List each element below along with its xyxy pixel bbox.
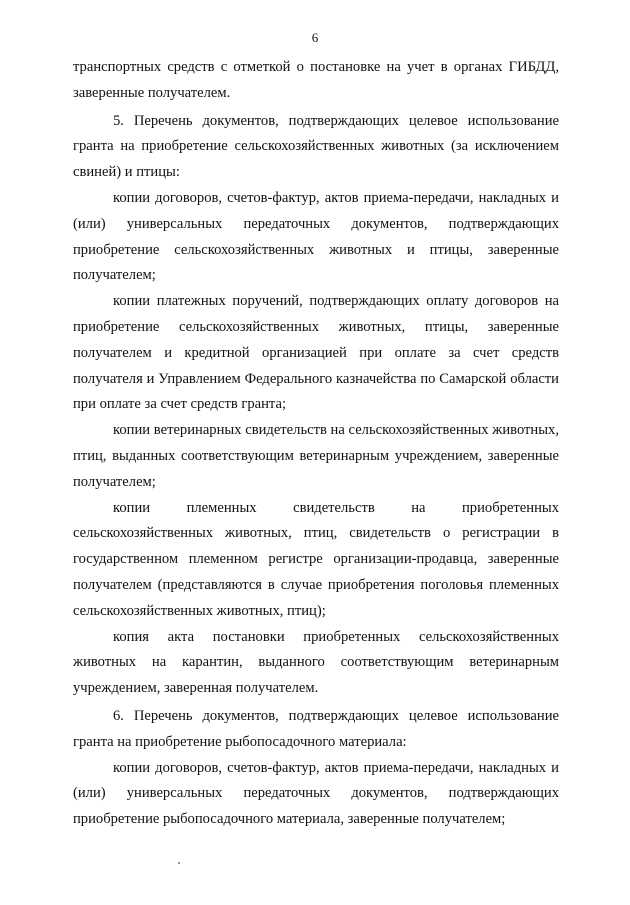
paragraph-contract-copies: копии договоров, счетов-фактур, актов приема-передачи, накладных и (или) универсальных передаточных документов, подтверждающих приобретение сельскохозяйственных животных и птицы, заверенные получателем; [73, 189, 559, 284]
paragraph-section-5-heading: 5. Перечень документов, подтверждающих целевое использование гранта на приобретение сельскохозяйственных животных (за исключением свиней) и птицы: [73, 112, 559, 181]
page-number: 6 [311, 30, 319, 45]
document-body [73, 55, 559, 833]
paragraph-breeding-certificates: копии племенных свидетельств на приобретенных сельскохозяйственных животных, птиц, свидетельств о регистрации в государственном племенном регистре организации-продавца, заверенные получателем (представляются в случае приобретения поголовья племенных сельскохозяйственных животных, птиц); [73, 499, 559, 619]
paragraph-section-6-heading: 6. Перечень документов, подтверждающих целевое использование гранта на приобретение рыбопосадочного материала: [73, 707, 559, 750]
paragraph-quarantine-act: копия акта постановки приобретенных сельскохозяйственных животных на карантин, выданного соответствующим ветеринарным учреждением, заверенная получателем. [73, 628, 559, 697]
paragraph-fish-contract-copies: копии договоров, счетов-фактур, актов приема-передачи, накладных и (или) универсальных передаточных документов, подтверждающих приобретение рыбопосадочного материала, заверенные получателем; [73, 759, 559, 828]
scan-speck [178, 862, 180, 864]
paragraph-payment-orders: копии платежных поручений, подтверждающих оплату договоров на приобретение сельскохозяйственных животных, птицы, заверенные получателем и кредитной организацией при оплате за счет средств получателя и Управлением Федерального казначейства по Самарской области при оплате за счет средств гранта; [73, 293, 559, 413]
paragraph-vehicles-continuation: транспортных средств с отметкой о постановке на учет в органах ГИБДД, заверенные получателем. [73, 59, 559, 101]
paragraph-veterinary-certificates: копии ветеринарных свидетельств на сельскохозяйственных животных, птиц, выданных соответствующим ветеринарным учреждением, заверенные получателем; [73, 422, 559, 490]
